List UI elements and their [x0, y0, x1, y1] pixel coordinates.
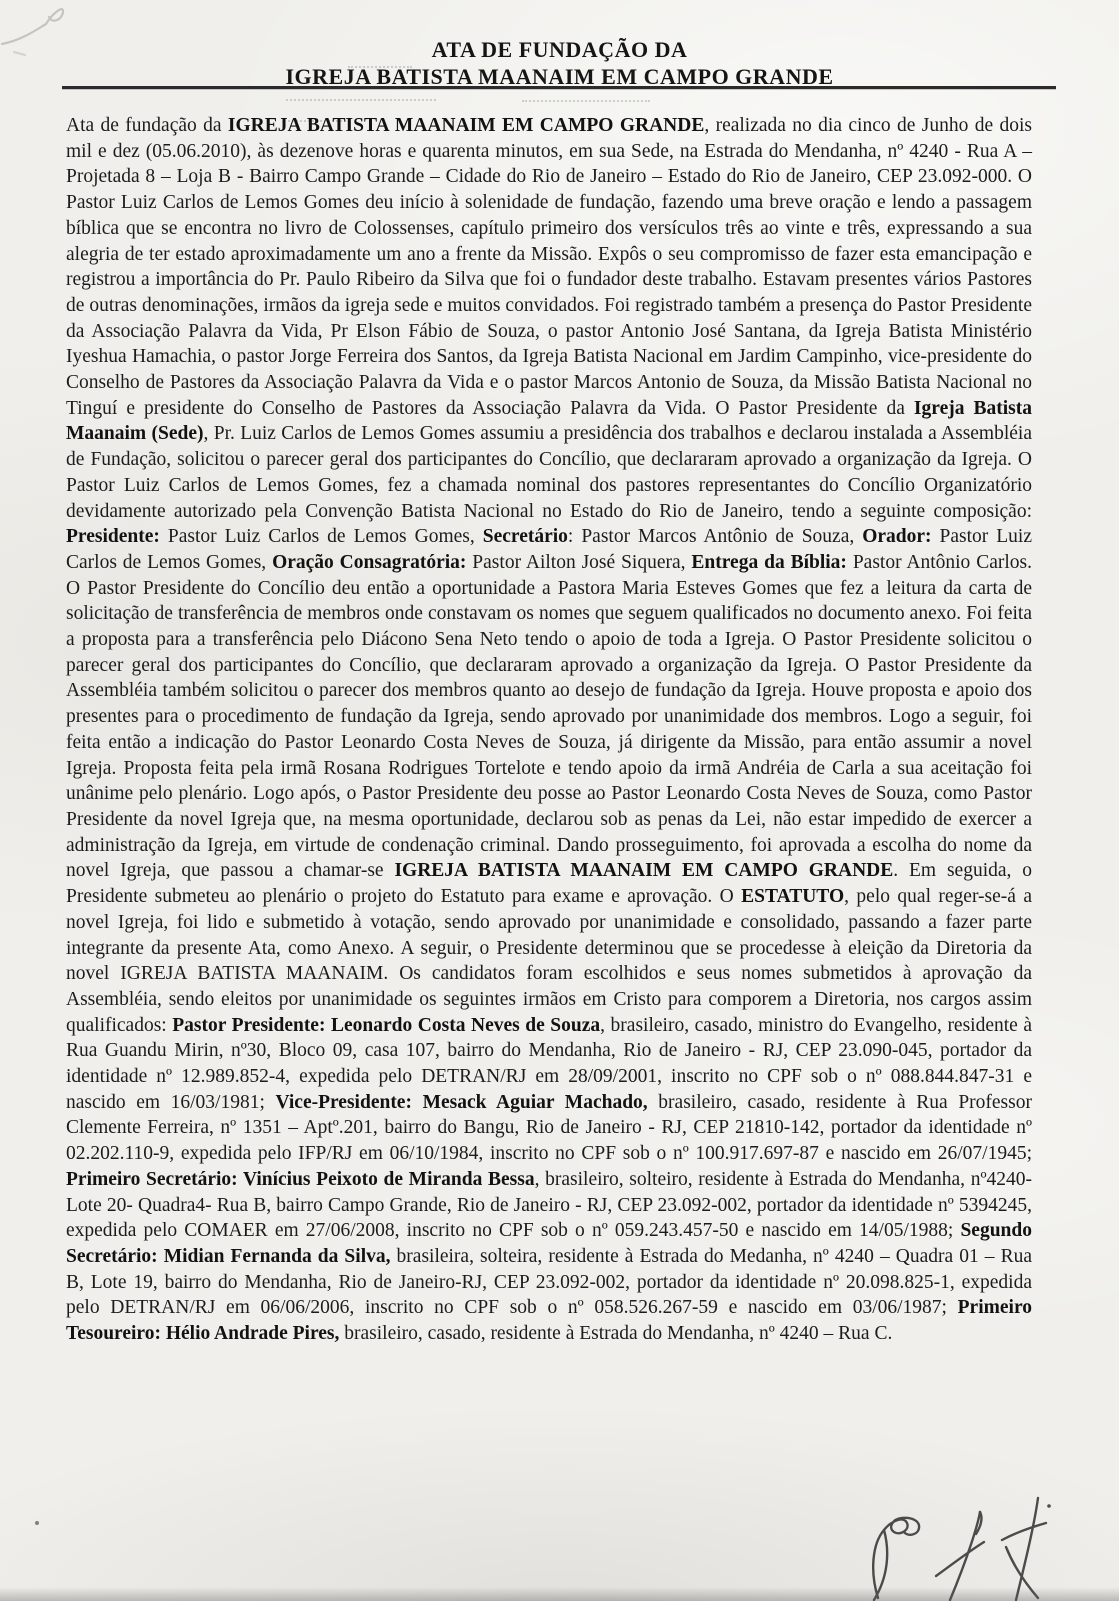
body-text-run: , brasileiro, solteiro, residente à Estrada do Mendanha, nº4240- Lote 20- Quadra4- Rua B, bairro Campo Grande, Rio de Janeiro - RJ, CEP 23.092-002, portador da identidade nº 5394245, expedida pelo COMAER em 27/06/2008, inscrito no CPF sob o nº 059.243.457-50 e nascido em 14/05/1988; [66, 1168, 1032, 1242]
document-title [0, 36, 1119, 90]
body-text-run-bold: Vice-Presidente: Mesack Aguiar Machado, [275, 1091, 648, 1113]
body-text-run: . Em seguida, o Presidente submeteu ao plenário o projeto do Estatuto para exame e aprovação. O [66, 860, 1033, 908]
body-text-run: , realizada no dia cinco de Junho de dois mil e dez (05.06.2010), às dezenove horas e quarenta minutos, em sua Sede, na Estrada do Mendanha, nº 4240 - Rua A – Projetada 8 – Loja B - Bairro Campo Grande – Cidade do Rio de Janeiro – Estado do Rio de Janeiro, CEP 23.092-000. O Pastor Luiz Carlos de Lemos Gomes deu início à solenidade de fundação, fazendo uma breve oração e lendo a passagem bíblica que se encontra no livro de Colossenses, capítulo primeiro dos versículos três ao vinte e três, expressando a sua alegria de ter estado aproximadamente um ano a frente da Missão. Expôs o seu compromisso de fazer esta emancipação e registrou a importância do Pr. Paulo Ribeiro da Silva que foi o fundador deste trabalho. Estavam presentes vários Pastores de outras denominações, irmãos da igreja sede e muitos convidados. Foi registrado também a presença do Pastor Presidente da Associação Palavra da Vida, Pr Elson Fábio de Souza, o pastor Antonio José Santana, da Igreja Batista Ministério Iyeshua Hamachia, o pastor Jorge Ferreira dos Santos, da Igreja Batista Nacional em Jardim Campinho, vice-presidente do Conselho de Pastores da Associação Palavra da Vida e o pastor Marcos Antonio de Souza, da Missão Batista Nacional no Tinguí e presidente do Conselho de Pastores da Associação Palavra da Vida. O Pastor Presidente da [66, 115, 1032, 419]
document-title-line1: ATA DE FUNDAÇÃO DA [431, 37, 688, 62]
body-text-run: , Pr. Luiz Carlos de Lemos Gomes assumiu a presidência dos trabalhos e declarou instalada a Assembléia de Fundação, solicitou o parecer geral dos participantes do Concílio, que declararam aprovado a organização da Igreja. O Pastor Luiz Carlos de Lemos Gomes, fez a chamada nominal dos pastores representantes do Concílio Organizatório devidamente autorizado pela Convenção Batista Nacional no Estado do Rio de Janeiro, tendo a seguinte composição: [66, 423, 1032, 522]
body-text-run-bold: ESTATUTO [741, 886, 845, 908]
body-text-run: Ata de fundação da [66, 115, 228, 136]
body-text-run-bold: Secretário [482, 526, 568, 548]
title-underline-rule [62, 86, 1056, 89]
body-text-run: brasileira, solteira, residente à Estrada do Medanha, nº 4240 – Quadra 01 – Rua B, Lote 19, bairro do Mendanha, Rio de Janeiro-RJ, CEP 23.092-002, portador da identidade nº 20.098.825-1, expedida pelo DETRAN/RJ em 06/06/2006, inscrito no CPF sob o nº 058.526.267-59 e nascido em 03/06/1987; [66, 1245, 1032, 1319]
body-text-run: Pastor Luiz Carlos de Lemos Gomes, [66, 526, 1033, 573]
body-text-run-bold: Oração Consagratória: [272, 551, 467, 573]
handwritten-signatures [810, 1472, 1070, 1601]
body-text-run-bold: Entrega da Bíblia: [691, 551, 847, 573]
body-text-run-bold: Pastor Presidente: Leonardo Costa Neves de Souza [172, 1014, 601, 1036]
signature-cross-stroke-2 [1002, 1498, 1051, 1600]
body-text-run-bold: IGREJA BATISTA MAANAIM EM CAMPO GRANDE [394, 860, 894, 882]
body-text-run-bold: Primeiro Secretário: Vinícius Peixoto de Miranda Bessa [66, 1168, 535, 1190]
body-text-run: Pastor Antônio Carlos. O Pastor Presidente do Concílio deu então a oportunidade a Pastora Maria Esteves Gomes que fez a leitura da carta de solicitação de transferência de membros onde constavam os nomes que seguem qualificados no documento anexo. Foi feita a proposta para a transferência pelo Diácono Sena Neto tendo o apoio de toda a Igreja. O Pastor Presidente solicitou o parecer geral dos participantes do Concílio, que declararam aprovado a organização da Igreja. O Pastor Presidente da Assembléia também solicitou o parecer dos membros quanto ao desejo de fundação da Igreja. Houve proposta e apoio dos presentes para o procedimento de fundação da Igreja, sendo aprovado por unanimidade dos membros. Logo a seguir, foi feita então a indicação do Pastor Leonardo Costa Neves de Souza, já dirigente da Missão, para então assumir a novel Igreja. Proposta feita pela irmã Rosana Rodrigues Tortelote e tendo apoio da irmã Andréia de Carla a sua aceitação foi unânime pelo plenário. Logo após, o Pastor Presidente deu posse ao Pastor Leonardo Costa Neves de Souza, como Pastor Presidente da novel Igreja que, na mesma oportunidade, declarou sob as penas da Lei, não estar impedido de exercer a administração da Igreja, em virtude de condenação criminal. Dando prosseguimento, foi aprovada a escolha do nome da novel Igreja, que passou a chamar-se [66, 551, 1032, 882]
body-text-run: brasileiro, casado, residente à Rua Professor Clemente Ferreira, nº 1351 – Aptº.201, bairro do Bangu, Rio de Janeiro - RJ, CEP 21810-142, portador da identidade nº 02.202.110-9, expedida pelo IFP/RJ em 06/10/1984, inscrito no CPF sob o nº 100.917.697-87 e nascido em 26/07/1945; [66, 1091, 1032, 1165]
scan-smudge [348, 66, 412, 68]
body-text-run: Pastor Ailton José Siquera, [466, 551, 692, 573]
body-text-run: brasileiro, casado, residente à Estrada do Mendanha, nº 4240 – Rua C. [339, 1323, 893, 1345]
body-text-run: Pastor Luiz Carlos de Lemos Gomes, [159, 526, 483, 548]
scan-smudge [522, 100, 650, 102]
document-title-line2: IGREJA BATISTA MAANAIM EM CAMPO GRANDE [285, 64, 834, 89]
body-text-run-bold: Presidente: [66, 526, 160, 548]
body-text-run: , brasileiro, casado, ministro do Evangelho, residente à Rua Guandu Mirin, nº30, Bloco 09, casa 107, bairro do Mendanha, Rio de Janeiro - RJ, CEP 23.090-045, portador da identidade nº 12.989.852-4, expedida pelo DETRAN/RJ em 28/09/2001, inscrito no CPF sob o nº 088.844.847-31 e nascido em 16/03/1981; [66, 1014, 1033, 1113]
document-body-text [66, 113, 1032, 1347]
body-text-run-bold: Primeiro Tesoureiro: Hélio Andrade Pires, [66, 1297, 1032, 1345]
scan-speck [35, 1521, 39, 1525]
body-text-run-bold: Igreja Batista Maanaim (Sede) [66, 397, 1032, 445]
body-text-run-bold: Segundo Secretário: Midian Fernanda da Silva, [66, 1220, 1032, 1267]
body-text-run-bold: IGREJA BATISTA MAANAIM EM CAMPO GRANDE [227, 115, 705, 136]
body-text-run: : Pastor Marcos Antônio de Souza, [567, 526, 863, 548]
scan-edge-shadow [0, 1587, 1119, 1601]
scan-smudge [286, 99, 436, 101]
body-text-run: , pelo qual reger-se-á a novel Igreja, foi lido e submetido à votação, sendo aprovado por unanimidade e consolidado, passando a fazer parte integrante da presente Ata, como Anexo. A seguir, o Presidente determinou que se procedesse à eleição da Diretoria da novel IGREJA BATISTA MAANAIM. Os candidatos foram escolhidos e seus nomes submetidos à aprovação da Assembléia, sendo eleitos por unanimidade os seguintes irmãos em Cristo para comporem a Diretoria, nos cargos assim qualificados: [66, 886, 1033, 1036]
body-text-run-bold: Orador: [862, 526, 932, 548]
